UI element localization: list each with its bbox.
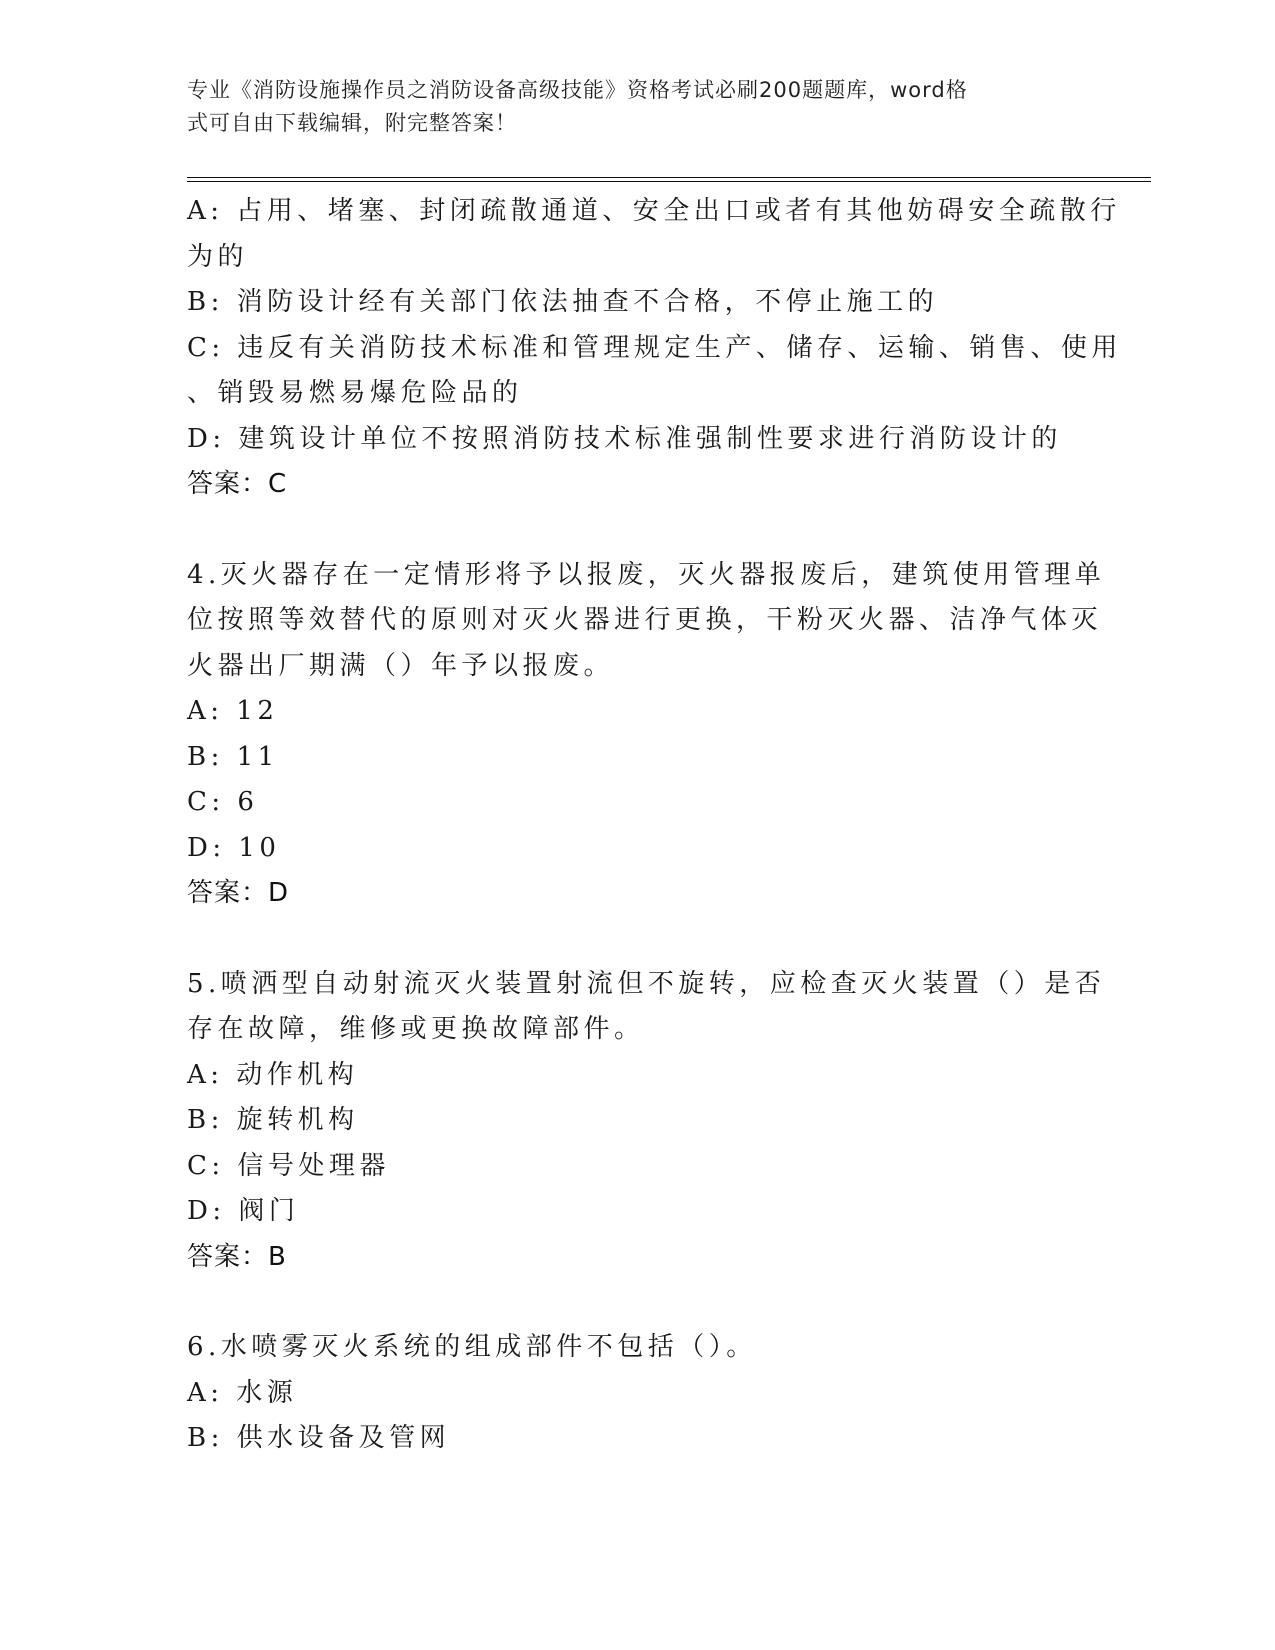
q5-option-a: A: 动作机构 — [187, 1059, 359, 1090]
q5-answer: 答案：B — [187, 1241, 287, 1272]
q4-option-d: D: 10 — [187, 832, 281, 863]
q4-option-c: C: 6 — [187, 787, 259, 817]
question-6-block — [187, 1325, 1067, 1462]
q3-option-a-line-2: 为的 — [187, 241, 249, 272]
q5-option-c: C: 信号处理器 — [187, 1150, 390, 1181]
q5-stem-line-2: 存在故障，维修或更换故障部件。 — [187, 1014, 645, 1044]
q6-stem-line-1: 6.水喷雾灭火系统的组成部件不包括（）。 — [187, 1332, 757, 1362]
q5-option-b: B: 旋转机构 — [187, 1105, 359, 1135]
header-divider — [187, 177, 1151, 182]
q3-option-a-line-1: A: 占用、堵塞、封闭疏散通道、安全出口或者有其他妨碍安全疏散行 — [187, 196, 1121, 226]
document-header — [187, 74, 1067, 140]
spacer — [187, 1280, 1067, 1325]
header-line-1: 专业《消防设施操作员之消防设备高级技能》资格考试必刷200题题库，word格 — [187, 78, 968, 102]
q3-answer: 答案：C — [187, 469, 288, 499]
spacer — [187, 508, 1067, 553]
question-4-block — [187, 553, 1106, 917]
question-3-block — [187, 189, 1122, 508]
q3-option-b: B: 消防设计经有关部门依法抽查不合格，不停止施工的 — [187, 287, 939, 317]
question-content — [187, 189, 1122, 1462]
q4-stem-line-1: 4.灭火器存在一定情形将予以报废，灭火器报废后，建筑使用管理单 — [187, 559, 1106, 590]
q6-option-b: B: 供水设备及管网 — [187, 1423, 451, 1453]
q4-stem-line-3: 火器出厂期满（）年予以报废。 — [187, 650, 615, 681]
q4-option-a: A: 12 — [187, 696, 279, 726]
q3-option-d: D: 建筑设计单位不按照消防技术标准强制性要求进行消防设计的 — [187, 423, 1062, 454]
question-5-block — [187, 962, 1106, 1281]
q3-option-c-line-2: 、销毁易燃易爆危险品的 — [187, 378, 523, 408]
q4-stem-line-2: 位按照等效替代的原则对灭火器进行更换，干粉灭火器、洁净气体灭 — [187, 605, 1103, 635]
q3-option-c-line-1: C: 违反有关消防技术标准和管理规定生产、储存、运输、销售、使用 — [187, 332, 1122, 363]
q5-option-d: D: 阀门 — [187, 1196, 300, 1226]
q4-answer: 答案：D — [187, 878, 290, 908]
header-line-2: 式可自由下载编辑，附完整答案！ — [187, 111, 517, 135]
q4-option-b: B: 11 — [187, 741, 279, 772]
spacer — [187, 917, 1067, 962]
q6-option-a: A: 水源 — [187, 1377, 298, 1408]
q5-stem-line-1: 5.喷洒型自动射流灭火装置射流但不旋转，应检查灭火装置（）是否 — [187, 968, 1106, 999]
